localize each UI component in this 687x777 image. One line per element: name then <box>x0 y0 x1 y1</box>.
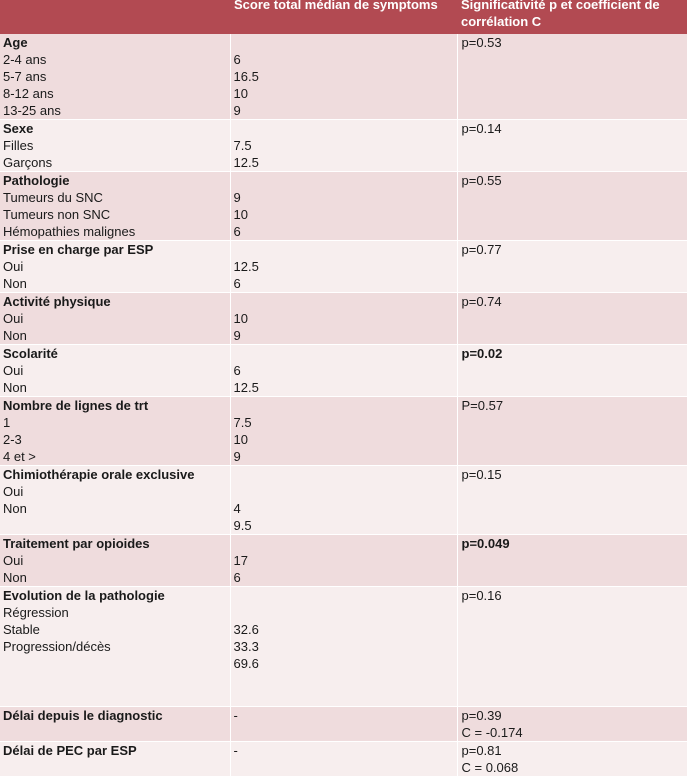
variable-title: Traitement par opioides <box>3 536 150 551</box>
p-value: p=0.02 <box>461 346 503 361</box>
category-label: Garçons <box>3 155 53 170</box>
table-row <box>0 293 687 345</box>
category-label: 8-12 ans <box>3 86 54 101</box>
p-value: p=0.55 <box>461 173 502 188</box>
category-label: Oui <box>3 553 24 568</box>
variable-cell <box>0 397 230 466</box>
median-score-value: 10 <box>233 432 248 447</box>
score-cell <box>230 397 457 466</box>
score-cell <box>230 345 457 397</box>
median-score-value <box>234 689 455 706</box>
category-label: 1 <box>3 415 11 430</box>
median-score-value: 6 <box>233 52 241 67</box>
p-value: P=0.57 <box>461 398 504 413</box>
significance-cell <box>457 293 687 345</box>
category-label: 2-3 <box>3 432 22 447</box>
variable-cell <box>0 241 230 293</box>
median-score-value <box>234 672 455 689</box>
median-score-value: 12.5 <box>233 155 259 170</box>
p-value: p=0.74 <box>461 294 502 309</box>
score-cell <box>230 293 457 345</box>
median-score-value <box>234 466 455 483</box>
score-cell <box>230 34 457 120</box>
significance-cell <box>457 742 687 777</box>
median-score-value: 10 <box>233 86 248 101</box>
median-score-value: 10 <box>233 207 248 222</box>
category-label: Régression <box>3 605 69 620</box>
score-cell <box>230 535 457 587</box>
variable-cell <box>0 742 230 777</box>
variable-title: Sexe <box>3 121 34 136</box>
median-score-value: 9 <box>233 190 241 205</box>
table-row <box>0 587 687 707</box>
median-score-value: 7.5 <box>233 415 252 430</box>
variable-cell <box>0 535 230 587</box>
median-score-value <box>234 293 455 310</box>
median-score-value: 33.3 <box>233 639 259 654</box>
significance-cell <box>457 172 687 241</box>
median-score-value: 6 <box>233 224 241 239</box>
variable-title: Nombre de lignes de trt <box>3 398 149 413</box>
p-value: p=0.53 <box>461 35 502 50</box>
table-row <box>0 742 687 777</box>
category-label: Hémopathies malignes <box>3 224 136 239</box>
significance-cell <box>457 535 687 587</box>
variable-title: Scolarité <box>3 346 58 361</box>
category-label: Tumeurs non SNC <box>3 207 111 222</box>
significance-cell <box>457 34 687 120</box>
header-cell-significance: Significativité p et coefficient de corrélation C <box>457 0 687 34</box>
table-body <box>0 34 687 777</box>
variable-title: Prise en charge par ESP <box>3 242 154 257</box>
p-value: p=0.14 <box>461 121 502 136</box>
median-score-value: 10 <box>233 311 248 326</box>
significance-cell <box>457 241 687 293</box>
category-label <box>3 655 228 672</box>
median-score-value: 32.6 <box>233 622 259 637</box>
median-score-value <box>234 120 455 137</box>
variable-cell <box>0 345 230 397</box>
score-cell <box>230 742 457 777</box>
median-score-value: 16.5 <box>233 69 259 84</box>
p-value: p=0.81 <box>461 743 502 758</box>
median-score-value <box>234 241 455 258</box>
significance-cell <box>457 707 687 742</box>
median-score-value <box>234 172 455 189</box>
table-row <box>0 535 687 587</box>
significance-cell <box>457 120 687 172</box>
median-score-value: 12.5 <box>233 380 259 395</box>
variable-title: Délai depuis le diagnostic <box>3 708 163 723</box>
category-label: Progression/décès <box>3 639 111 654</box>
variable-title: Activité physique <box>3 294 111 309</box>
header-cell-variable <box>0 0 230 34</box>
category-label: Oui <box>3 259 24 274</box>
variable-title: Evolution de la pathologie <box>3 588 165 603</box>
score-cell <box>230 172 457 241</box>
median-score-value <box>234 483 455 500</box>
category-label: Non <box>3 380 27 395</box>
median-score-value: 17 <box>233 553 248 568</box>
median-score-value <box>234 535 455 552</box>
score-cell <box>230 587 457 707</box>
category-label: Non <box>3 570 27 585</box>
category-label: Oui <box>3 363 24 378</box>
median-score-value: - <box>233 743 238 758</box>
table-header-row <box>0 0 687 34</box>
table-row <box>0 241 687 293</box>
variable-cell <box>0 120 230 172</box>
variable-cell <box>0 587 230 707</box>
table-row <box>0 120 687 172</box>
category-label: 2-4 ans <box>3 52 47 67</box>
median-score-value: 6 <box>233 363 241 378</box>
category-label: 13-25 ans <box>3 103 61 118</box>
variable-title: Age <box>3 35 28 50</box>
category-label: 5-7 ans <box>3 69 47 84</box>
table-row <box>0 466 687 535</box>
variable-cell <box>0 172 230 241</box>
median-score-value: 9 <box>233 449 241 464</box>
p-value: C = -0.174 <box>461 725 523 740</box>
table-row <box>0 34 687 120</box>
category-label: Oui <box>3 311 24 326</box>
median-score-value <box>234 345 455 362</box>
median-score-value <box>234 34 455 51</box>
median-score-value: 69.6 <box>233 656 259 671</box>
significance-cell <box>457 397 687 466</box>
significance-cell <box>457 587 687 707</box>
category-label: Stable <box>3 622 40 637</box>
p-value: C = 0.068 <box>461 760 519 775</box>
variable-title: Délai de PEC par ESP <box>3 743 137 758</box>
median-score-value: 7.5 <box>233 138 252 153</box>
table-row <box>0 397 687 466</box>
p-value: p=0.77 <box>461 242 502 257</box>
category-label: Filles <box>3 138 34 153</box>
variable-cell <box>0 466 230 535</box>
table-row <box>0 345 687 397</box>
p-value: p=0.049 <box>461 536 510 551</box>
category-label: Non <box>3 328 27 343</box>
category-label: Tumeurs du SNC <box>3 190 103 205</box>
score-cell <box>230 241 457 293</box>
median-score-value: 9 <box>233 103 241 118</box>
score-cell <box>230 707 457 742</box>
variable-title: Pathologie <box>3 173 70 188</box>
p-value: p=0.16 <box>461 588 502 603</box>
median-score-value: - <box>233 708 238 723</box>
p-value: p=0.39 <box>461 708 502 723</box>
table-row <box>0 707 687 742</box>
category-label: Non <box>3 501 27 516</box>
significance-cell <box>457 466 687 535</box>
table-row <box>0 172 687 241</box>
variable-cell <box>0 707 230 742</box>
score-cell <box>230 466 457 535</box>
category-label: Non <box>3 276 27 291</box>
variable-cell <box>0 34 230 120</box>
median-score-value: 9 <box>233 328 241 343</box>
median-score-value: 6 <box>233 570 241 585</box>
median-score-value <box>234 397 455 414</box>
variable-cell <box>0 293 230 345</box>
category-label: Oui <box>3 484 24 499</box>
score-cell <box>230 120 457 172</box>
median-score-value: 6 <box>233 276 241 291</box>
variable-title: Chimiothérapie orale exclusive <box>3 467 195 482</box>
p-value: p=0.15 <box>461 467 502 482</box>
median-score-value: 4 <box>233 501 241 516</box>
median-score-value: 9.5 <box>233 518 252 533</box>
header-cell-median-score: Score total médian de symptoms <box>230 0 457 34</box>
median-score-value <box>234 587 455 604</box>
category-label: 4 et > <box>3 449 36 464</box>
median-score-value: 12.5 <box>233 259 259 274</box>
median-score-value <box>234 604 455 621</box>
significance-cell <box>457 345 687 397</box>
